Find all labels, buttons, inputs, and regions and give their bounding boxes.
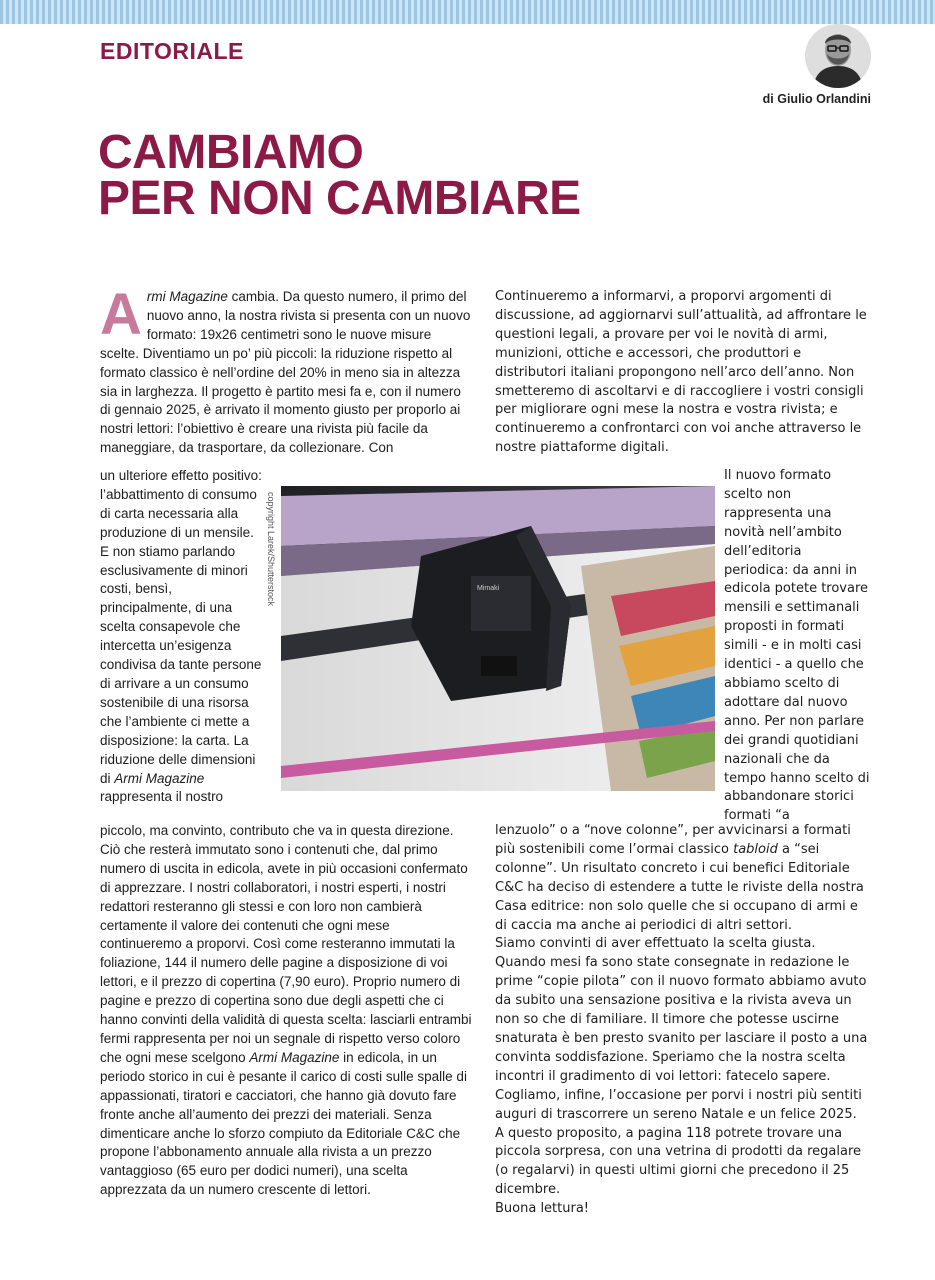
article-headline [98, 126, 581, 225]
intro-text: cambia. Da questo numero, il primo del nuovo anno, la nostra rivista si presenta con un nuovo formato: 19x26 centimetri sono le nuove misure scelte. Diventiamo un po’ più piccoli: la riduzione rispetto al formato classico è nell’ordine del 20% in meno sia in altezza sia in larghezza. Il progetto è partito mesi fa e, con il numero di gennaio 2025, è arrivato il momento giusto per proporlo ai nostri lettori: l’obiettivo è creare una rivista più facile da maneggiare, da trasportare, da collezionare. Con [100, 289, 471, 456]
article-right-narrow [724, 467, 870, 826]
right-bottom-paragraph-3: Cogliamo, infine, l’occasione per porvi i nostri più sentiti auguri di trascorrere un sereno Natale e un felice 2025. A questo proposito, a pagina 118 potrete trovare una piccola sorpresa, con una vetrina di prodotti da regalare (o regalarvi) in questi ultimi giorni che precedono il 25 dicembre. [495, 1087, 862, 1198]
right-bottom-paragraph-2: Siamo convinti di aver effettuato la scelta giusta. Quando mesi fa sono state consegnate in redazione le prime “copie pilota” con il nuovo formato abbiamo avuto da subito una sensazione positiva e la rivista aveva un non so che di familiare. Il timore che potesse uscirne snaturata è ben presto svanito per lasciare il posto a una convinta soddisfazione. Speriamo che la nostra scelta incontri il gradimento di voi lettori: fatecelo sapere. [495, 936, 868, 1084]
intro-paragraph [100, 282, 473, 458]
headline-line-2: PER NON CAMBIARE [98, 172, 581, 225]
narrow-text: un ulteriore effetto positivo: l’abbattimento di consumo di carta necessaria alla produzione di un mensile. E non stiamo parlando esclusivamente di minori costi, bensì, principalmente, di una scelta consapevole che intercetta un’esigenza condivisa da tante persone di arrivare a un consumo sostenibile di una risorsa che l’ambiente ci mette a disposizione: la carta. La riduzione delle dimensioni di [100, 468, 262, 786]
left-bottom-text-end: in edicola, in un periodo storico in cui è pesante il carico di costi sulle spalle di appassionati, tiratori e cacciatori, che hanno già dovuto fare fronte anche all’aumento dei prezzi dei materiali. Senza dimenticare anche lo sforzo compiuto da Editoriale C&C che propone l’abbonamento annuale alla rivista a un prezzo vantaggioso (65 euro per dodici numeri), una scelta apprezzata da un numero crescente di lettori. [100, 1049, 467, 1198]
photo-credit: copyright Larek/Shutterstock [266, 492, 276, 607]
drop-cap: A [100, 282, 142, 347]
section-label: EDITORIALE [100, 38, 244, 64]
article-intro [100, 282, 473, 458]
magazine-name-2: Armi Magazine [114, 770, 205, 786]
article-right-top [495, 288, 868, 458]
left-bottom-paragraph [100, 822, 473, 1200]
right-bottom-text-end: a “sei colonne”. Un risultato concreto i cui benefici Editoriale C&C ha deciso di estendere a tutte le riviste della nostra Casa editrice: non solo quelle che si occupano di armi e di caccia ma anche ai periodici di altri settori. [495, 841, 864, 933]
magazine-name: rmi Magazine [146, 289, 228, 304]
narrow-text-end: rappresenta il nostro [100, 789, 224, 805]
right-bottom-text: lenzuolo” o a “nove colonne”, per avvicinarsi a formati più sostenibili come l’ormai classico [495, 823, 851, 857]
author-avatar [805, 24, 871, 88]
article-right-bottom [495, 822, 868, 1219]
article-left-narrow [100, 467, 264, 807]
narrow-paragraph [100, 467, 264, 807]
left-bottom-text: piccolo, ma convinto, contributo che va in questa direzione. Ciò che resterà immutato sono i contenuti che, dal primo numero di uscita in edicola, avete in più occasioni confermato di apprezzare. I nostri collaboratori, i nostri esperti, i nostri redattori resteranno gli stessi e con loro non cambierà certamente il valore dei contenuti che ogni mese continueremo a proporvi. Così come resteranno immutati la foliazione, 144 il numero delle pagine a disposizione di voi lettori, e il prezzo di copertina (7,90 euro). Proprio numero di pagine e prezzo di copertina sono due degli aspetti che ci hanno convinti della validità di questa scelta: lasciarli entrambi fermi rappresenta per noi un segnale di rispetto verso coloro che ogni mese scelgono [100, 823, 472, 1065]
article-left-bottom [100, 822, 473, 1200]
top-color-band [0, 0, 935, 24]
magazine-name-3: Armi Magazine [249, 1049, 340, 1065]
right-narrow-paragraph: Il nuovo formato scelto non rappresenta una novità nell’ambito dell’editoria periodica: da anni in edicola potete trovare mensili e settimanali proposti in formati simili - e in molti casi identici - a quello che abbiamo scelto di adottare dal nuovo anno. Per non parlare dei grandi quotidiani nazionali che da tempo hanno scelto di abbandonare storici formati “a [724, 468, 870, 824]
printer-brand-label: Mimaki [477, 585, 500, 592]
headline-line-1: CAMBIAMO [98, 126, 364, 179]
closing-line: Buona lettura! [495, 1201, 590, 1217]
right-top-paragraph: Continueremo a informarvi, a proporvi argomenti di discussione, ad aggiornarvi sull’attualità, ad affrontare le questioni legali, a provare per voi le novità di armi, munizioni, ottiche e accessori, che produttori e distributori italiani propongono nell’arco dell’anno. Non smetteremo di ascoltarvi e di raccogliere i vostri consigli per migliorare ogni mese la nostra e vostra rivista; e continueremo a confrontarci con voi anche attraverso le nostre piattaforme digitali. [495, 289, 867, 456]
printer-photo [281, 486, 715, 791]
right-bottom-paragraph-1 [495, 822, 868, 935]
tabloid-term: tabloid [733, 841, 778, 857]
author-byline: di Giulio Orlandini [762, 92, 871, 106]
